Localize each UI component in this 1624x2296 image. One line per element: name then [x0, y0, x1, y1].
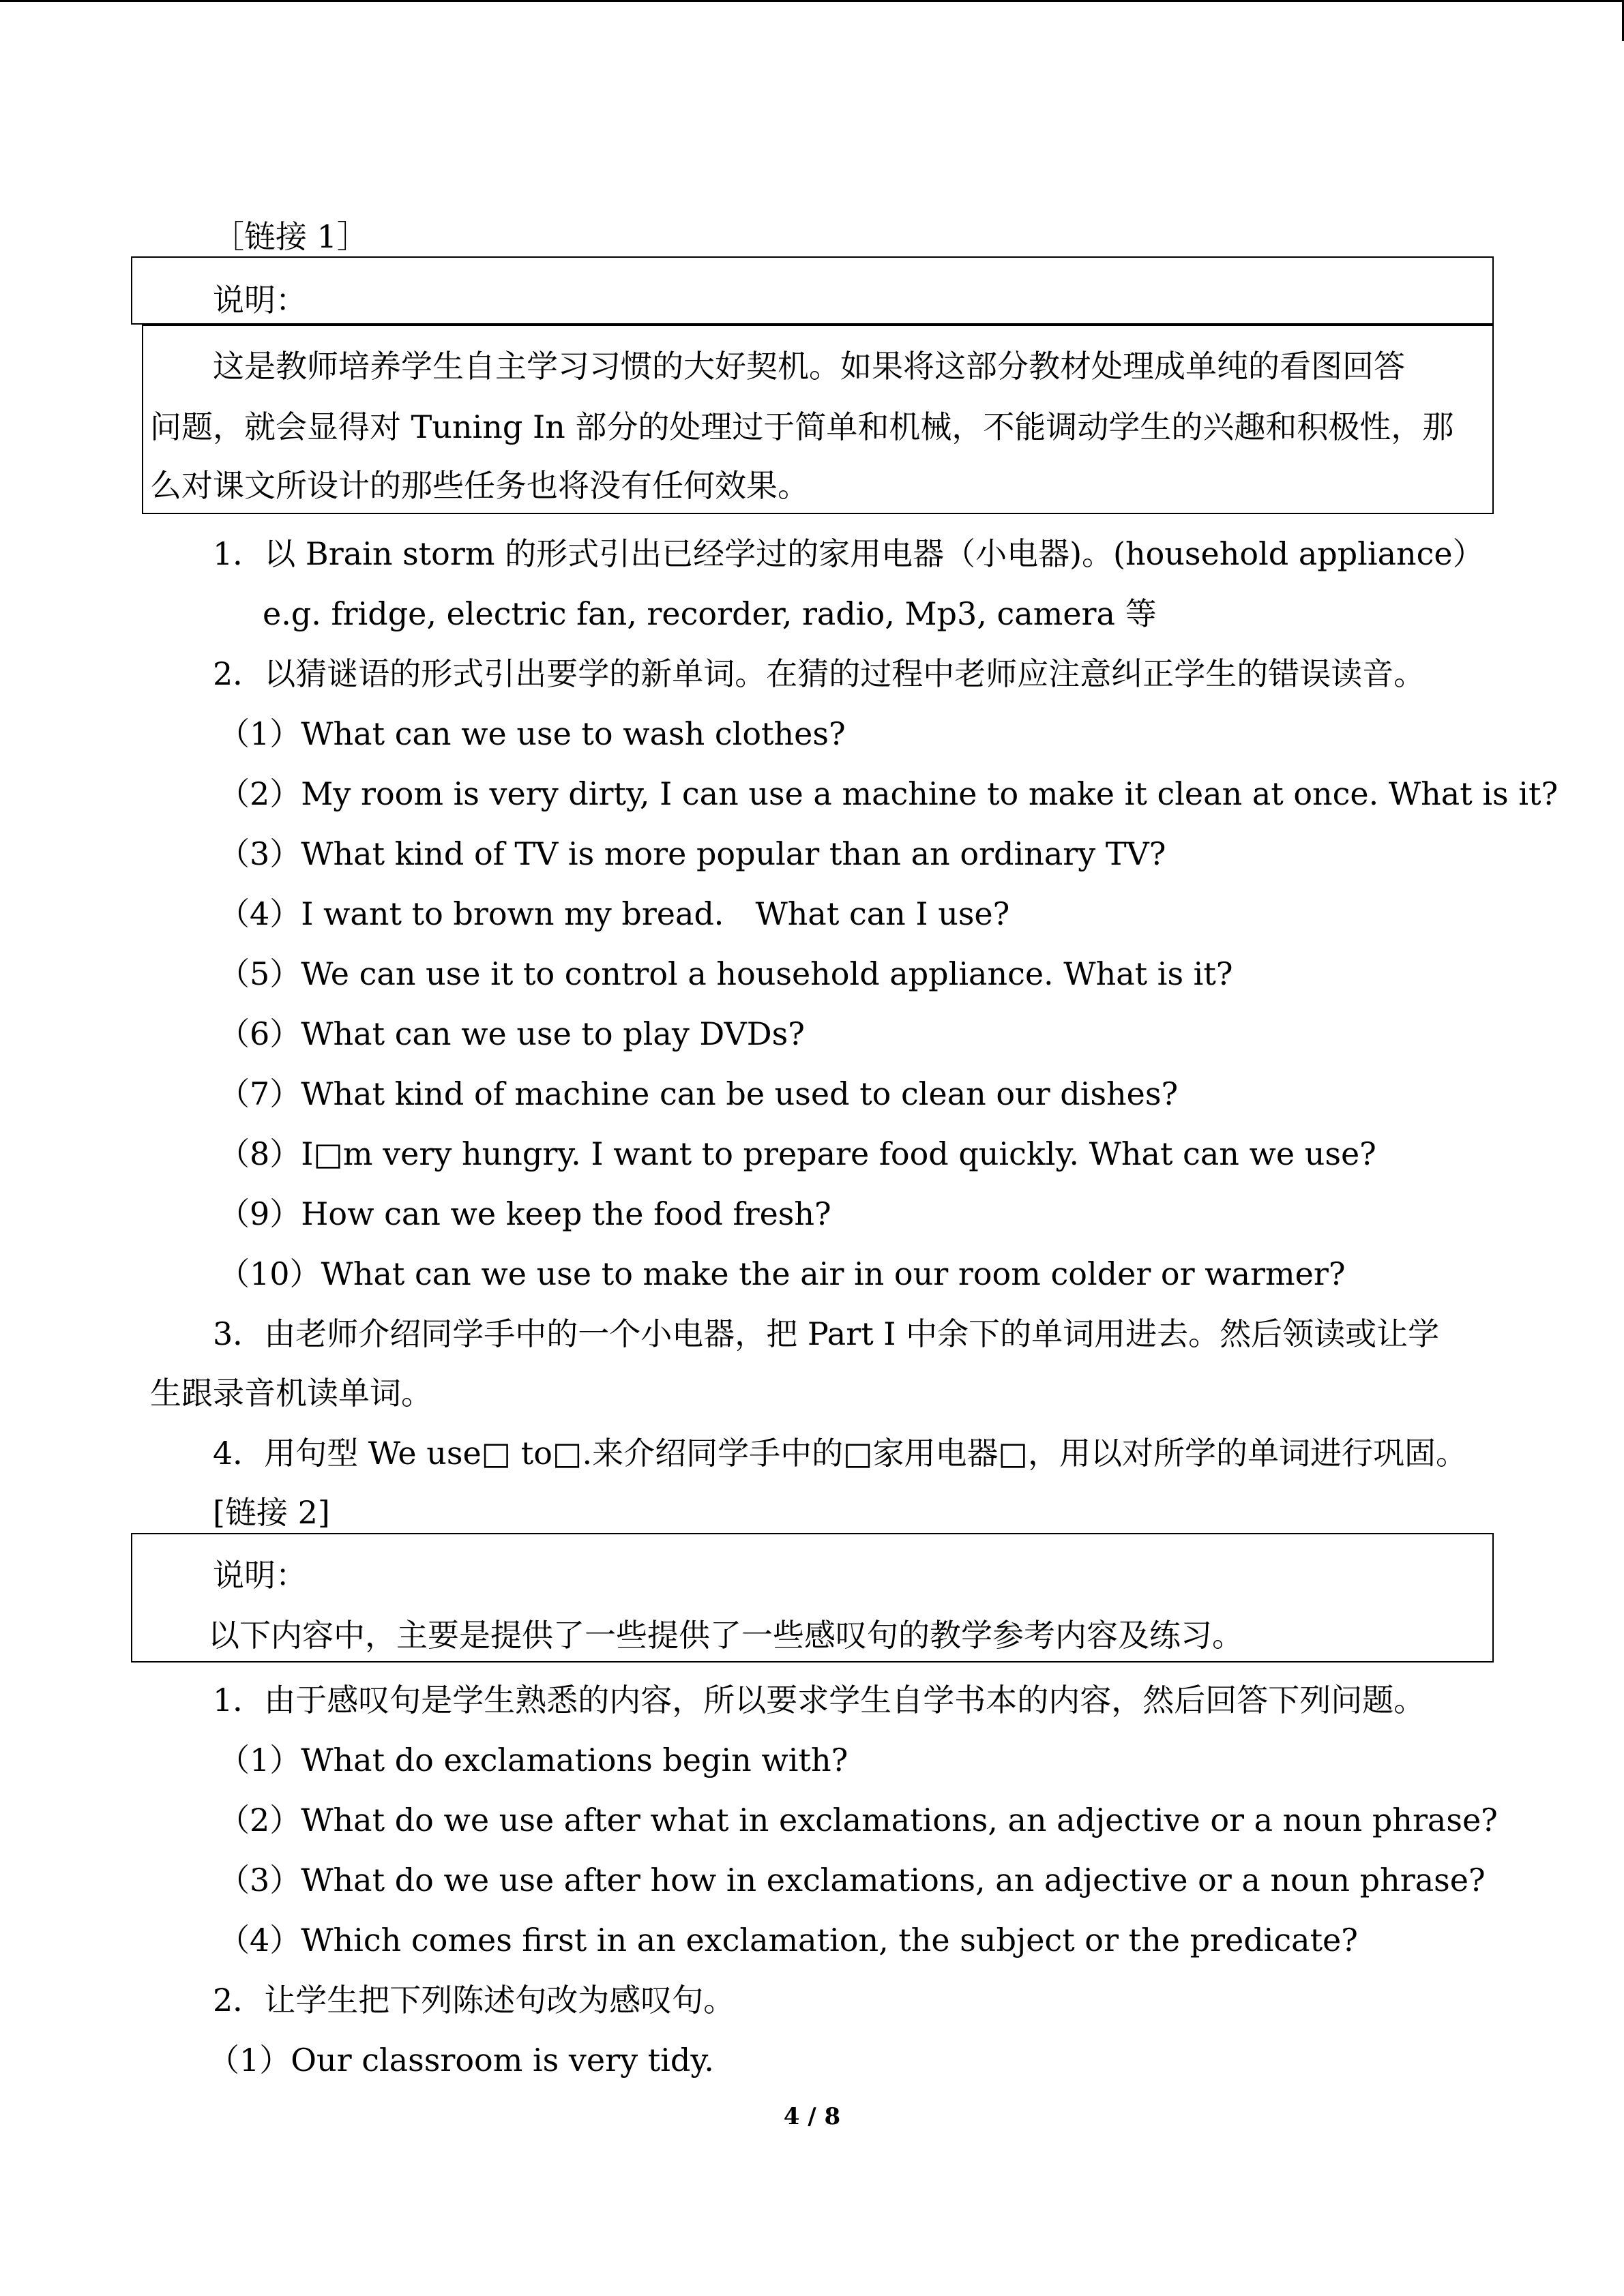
section2-step1: 1．由于感叹句是学生熟悉的内容，所以要求学生自学书本的内容，然后回答下列问题。 — [213, 1682, 1426, 1718]
riddle-9: （9）How can we keep the food fresh? — [218, 1195, 831, 1232]
link2-note-text: 以下内容中，主要是提供了一些提供了一些感叹句的教学参考内容及练习。 — [208, 1617, 1243, 1654]
link1-label-box — [131, 256, 1494, 325]
link1-heading[interactable]: ［链接 1］ — [213, 218, 368, 255]
question-1: （1）What do exclamations begin with? — [218, 1742, 848, 1778]
link1-note-line-1: 这是教师培养学生自主学习习惯的大好契机。如果将这部分教材处理成单纯的看图回答 — [213, 348, 1405, 385]
riddle-10: （10）What can we use to make the air in our room colder or warmer? — [218, 1255, 1346, 1292]
section1-step2: 2．以猜谜语的形式引出要学的新单词。在猜的过程中老师应注意纠正学生的错误读音。 — [213, 655, 1426, 692]
question-4: （4）Which comes first in an exclamation, the subject or the predicate? — [218, 1922, 1358, 1958]
section2-step2: 2．让学生把下列陈述句改为感叹句。 — [213, 1982, 735, 2018]
exercise-1: （1）Our classroom is very tidy. — [208, 2042, 714, 2078]
link1-note-line-3: 么对课文所设计的那些任务也将没有任何效果。 — [150, 467, 809, 504]
question-3: （3）What do we use after how in exclamations, an adjective or a noun phrase? — [218, 1862, 1486, 1898]
riddle-5: （5）We can use it to control a household appliance. What is it? — [218, 955, 1233, 992]
riddle-3: （3）What kind of TV is more popular than an ordinary TV? — [218, 835, 1166, 872]
riddle-1: （1）What can we use to wash clothes? — [218, 715, 846, 752]
link1-note-label: 说明： — [213, 282, 307, 318]
riddle-8: （8）I□m very hungry. I want to prepare food quickly. What can we use? — [218, 1135, 1376, 1172]
riddle-7: （7）What kind of machine can be used to clean our dishes? — [218, 1075, 1179, 1112]
link2-heading[interactable]: [链接 2] — [213, 1494, 330, 1531]
section1-step4: 4．用句型 We use□ to□.来介绍同学手中的□家用电器□，用以对所学的单词进行巩固。 — [213, 1435, 1467, 1472]
link2-note-label: 说明： — [213, 1557, 307, 1594]
section1-step3-line1: 3．由老师介绍同学手中的一个小电器，把 Part I 中余下的单词用进去。然后领读或让学 — [213, 1315, 1440, 1352]
link1-note-line-2: 问题，就会显得对 Tuning In 部分的处理过于简单和机械，不能调动学生的兴趣和积极性，那 — [150, 408, 1454, 445]
section1-step1-example: e.g. fridge, electric fan, recorder, radio, Mp3, camera 等 — [263, 595, 1157, 632]
page-top-border — [0, 0, 1624, 2]
section1-step1: 1．以 Brain storm 的形式引出已经学过的家用电器（小电器)。(household appliance） — [213, 535, 1484, 572]
riddle-2: （2）My room is very dirty, I can use a machine to make it clean at once. What is it? — [218, 775, 1559, 812]
page-number: 4 / 8 — [783, 2103, 841, 2130]
riddle-6: （6）What can we use to play DVDs? — [218, 1015, 805, 1052]
section1-step3-line2: 生跟录音机读单词。 — [150, 1375, 432, 1412]
question-2: （2）What do we use after what in exclamations, an adjective or a noun phrase? — [218, 1802, 1498, 1838]
riddle-4: （4）I want to brown my bread． What can I use? — [218, 895, 1010, 932]
